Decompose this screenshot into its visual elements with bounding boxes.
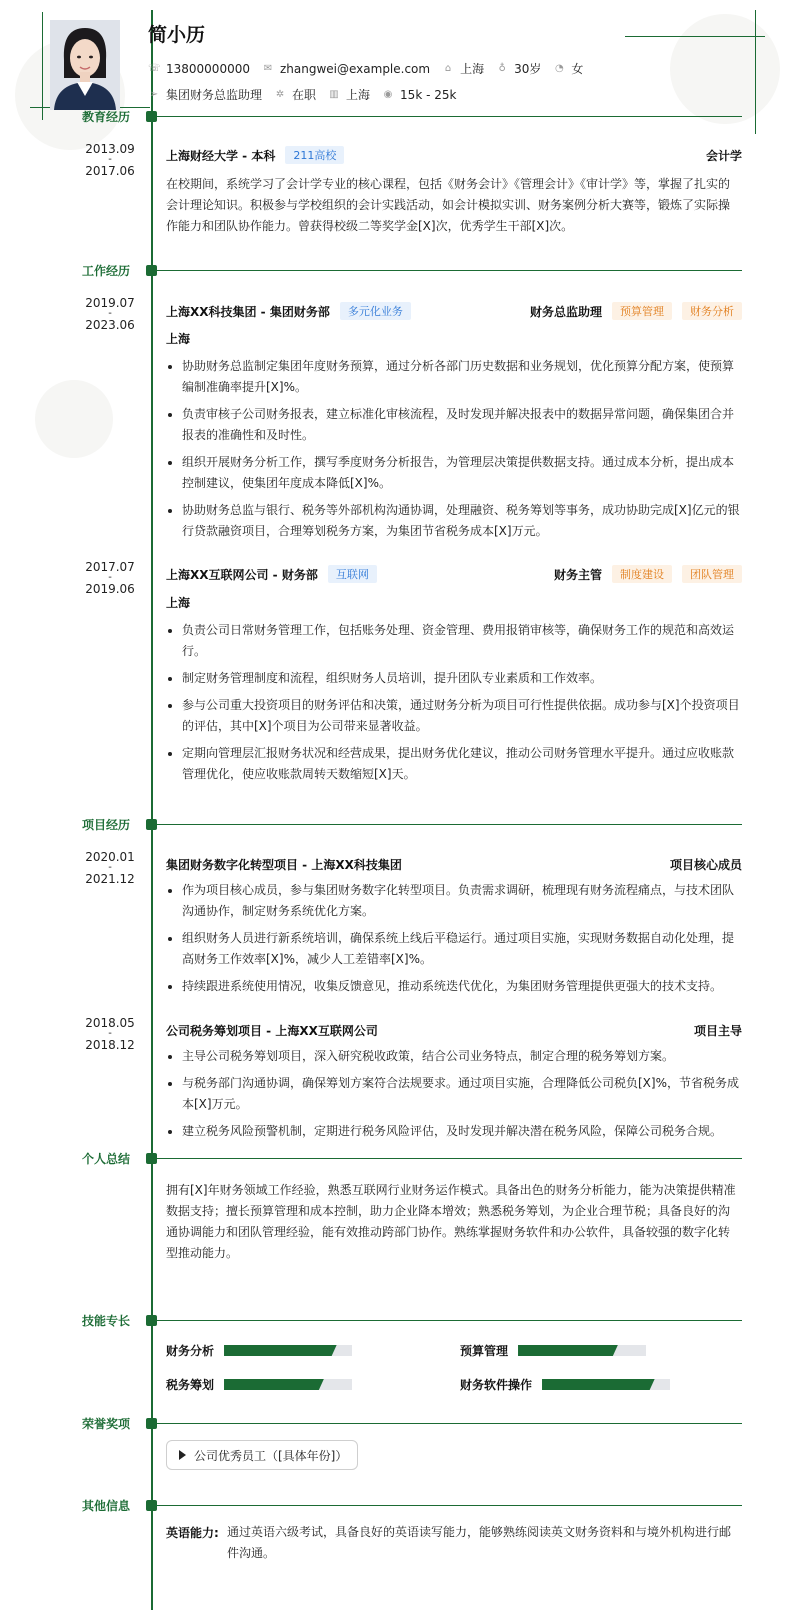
section-skills-header: [0, 1312, 794, 1332]
section-other-title: 其他信息: [82, 1499, 131, 1513]
skill-tag: 团队管理: [682, 565, 742, 583]
section-summary-header: [0, 1150, 794, 1170]
project-1-header: [166, 856, 742, 873]
skill-tag: 制度建设: [612, 565, 672, 583]
project-1-bullets: [166, 880, 740, 1003]
salary-item: [382, 88, 456, 102]
section-work-header: [0, 262, 794, 282]
english-label: 英语能力:: [166, 1526, 219, 1540]
status-value: 在职: [292, 88, 317, 102]
avatar: [50, 20, 120, 110]
phone-item: [148, 62, 250, 76]
city-value: 上海: [460, 62, 485, 76]
phone-value: 13800000000: [166, 61, 250, 76]
salary-value: 15k - 25k: [400, 87, 457, 102]
section-summary-title: 个人总结: [82, 1152, 131, 1166]
candidate-name: 简小历: [148, 24, 206, 46]
gender-icon: ◔: [555, 62, 564, 74]
project-1-date: [80, 850, 140, 886]
skill-name: 税务筹划: [166, 1378, 215, 1392]
skill-tag: 财务分析: [682, 302, 742, 320]
industry-tag: 多元化业务: [340, 302, 411, 320]
date-dash: -: [108, 1028, 112, 1039]
skill-bar: [224, 1345, 352, 1356]
section-education-rule: [152, 116, 742, 117]
work-1-date: [80, 296, 140, 332]
education-description: 在校期间，系统学习了会计学专业的核心课程，包括《财务会计》《管理会计》《审计学》等，掌握了扎实的会计理论知识。积极参与学校组织的会计实践活动，如会计模拟实训、财务案例分析大赛等，锻炼了实际操作能力和团队协作能力。曾获得校级二等奖学金[X]次，优秀学生干部[X]次。: [166, 177, 731, 233]
section-awards-header: [0, 1415, 794, 1435]
send-icon: ➢: [149, 88, 159, 100]
date-end: 2019.06: [85, 582, 135, 596]
skill-bar: [518, 1345, 646, 1356]
date-dash: -: [108, 862, 112, 873]
section-awards-rule: [152, 1423, 742, 1424]
date-start: 2019.07: [85, 296, 135, 310]
section-projects-title: 项目经历: [82, 818, 131, 832]
avatar-portrait-icon: [50, 20, 120, 110]
project-2-header: [166, 1022, 742, 1039]
section-skills-rule: [152, 1320, 742, 1321]
list-item: 与税务部门沟通协调，确保筹划方案符合法规要求。通过项目实施，合理降低公司税负[X]%，节省税务成本[X]万元。: [166, 1073, 740, 1115]
work-2-location: 上海: [166, 596, 191, 610]
date-start: 2013.09: [85, 142, 135, 156]
work-2-header: [166, 565, 742, 583]
work-1-header: [166, 302, 742, 320]
age-value: 30岁: [514, 62, 542, 76]
project-2-bullets: [166, 1046, 740, 1148]
project-role: 项目主导: [693, 1024, 742, 1038]
target-job-item: [148, 86, 262, 103]
company-name: 上海XX互联网公司 - 财务部: [166, 567, 318, 582]
play-triangle-icon: [179, 1450, 186, 1460]
mail-icon: ✉: [263, 62, 273, 74]
list-item: 负责公司日常财务管理工作，包括账务处理、资金管理、费用报销审核等，确保财务工作的规范和高效运行。: [166, 620, 740, 662]
award-item[interactable]: [166, 1440, 358, 1470]
cake-icon: ♁: [498, 62, 506, 74]
list-item: 协助财务总监制定集团年度财务预算，通过分析各部门历史数据和业务规划，优化预算分配方案，使预算编制准确率提升[X]%。: [166, 356, 740, 398]
list-item: 定期向管理层汇报财务状况和经营成果，提出财务优化建议，推动公司财务管理水平提升。通过应收账款管理优化，使应收账款周转天数缩短[X]天。: [166, 743, 740, 785]
home-icon: ⌂: [444, 62, 452, 74]
work-1-location: 上海: [166, 332, 191, 346]
project-2-date: [80, 1016, 140, 1052]
work-1-bullets: [166, 356, 740, 548]
job-role: 财务主管: [553, 567, 602, 582]
date-end: 2021.12: [85, 872, 135, 886]
status-item: [274, 86, 316, 103]
industry-tag: 互联网: [328, 565, 377, 583]
date-start: 2017.07: [85, 560, 135, 574]
summary-text: 拥有[X]年财务领域工作经验，熟悉互联网行业财务运作模式。具备出色的财务分析能力，能为决策提供精准数据支持；擅长预算管理和成本控制，助力企业降本增效；熟悉税务筹划，为企业合理节税；具备良好的沟通协调能力和团队管理经验，能有效推动跨部门协作。熟练掌握财务软件和办公软件，具备较强的数字化转型推动能力。: [166, 1183, 736, 1260]
project-name: 集团财务数字化转型项目 - 上海XX科技集团: [166, 858, 402, 872]
deco-line-top-left-v: [42, 12, 43, 120]
contact-row: [148, 60, 583, 77]
skill-tag: 预算管理: [612, 302, 672, 320]
section-skills-title: 技能专长: [82, 1314, 131, 1328]
company-name: 上海XX科技集团 - 集团财务部: [166, 304, 330, 319]
email-value: zhangwei@example.com: [279, 61, 431, 76]
education-date: [80, 142, 140, 178]
timeline-line: [151, 10, 153, 1610]
project-role: 项目核心成员: [669, 858, 742, 872]
date-dash: -: [108, 154, 112, 165]
gender-value: 女: [571, 62, 584, 76]
gender-item: [553, 60, 583, 77]
skill-name: 财务分析: [166, 1344, 215, 1358]
skill-item: [460, 1376, 670, 1393]
skill-name: 财务软件操作: [460, 1378, 533, 1392]
list-item: 主导公司税务筹划项目，深入研究税收政策，结合公司业务特点，制定合理的税务筹划方案。: [166, 1046, 740, 1067]
skill-item: [166, 1342, 352, 1359]
work-2-date: [80, 560, 140, 596]
list-item: 制定财务管理制度和流程，组织财务人员培训，提升团队专业素质和工作效率。: [166, 668, 740, 689]
section-work-title: 工作经历: [82, 264, 131, 278]
date-end: 2018.12: [85, 1038, 135, 1052]
target-city-item: [328, 86, 370, 103]
skill-item: [460, 1342, 646, 1359]
list-item: 参与公司重大投资项目的财务评估和决策，通过财务分析为项目可行性提供依据。成功参与[X]个投资项目的评估，其中[X]个项目为公司带来显著收益。: [166, 695, 740, 737]
education-entry-header: [166, 146, 742, 164]
list-item: 持续跟进系统使用情况，收集反馈意见，推动系统迭代优化，为集团财务管理提供更强大的技术支持。: [166, 976, 740, 997]
date-end: 2023.06: [85, 318, 135, 332]
section-awards-title: 荣誉奖项: [82, 1417, 131, 1431]
job-role: 财务总监助理: [529, 304, 602, 319]
date-dash: -: [108, 572, 112, 583]
list-item: 建立税务风险预警机制，定期进行税务风险评估，及时发现并解决潜在税务风险，保障公司税务合规。: [166, 1121, 740, 1142]
english-text: 通过英语六级考试，具备良好的英语读写能力，能够熟练阅读英文财务资料和与境外机构进行邮件沟通。: [227, 1525, 732, 1560]
list-item: 组织开展财务分析工作，撰写季度财务分析报告，为管理层决策提供数据支持。通过成本分析，提出成本控制建议，使集团年度成本降低[X]%。: [166, 452, 740, 494]
section-other-rule: [152, 1505, 742, 1506]
list-item: 负责审核子公司财务报表，建立标准化审核流程，及时发现并解决报表中的数据异常问题，确保集团合并报表的准确性和及时性。: [166, 404, 740, 446]
gear-icon: ✲: [275, 88, 285, 100]
school-tag: 211高校: [285, 146, 344, 164]
skill-bar-fill: [542, 1379, 655, 1390]
phone-icon: ☏: [148, 62, 161, 74]
section-projects-rule: [152, 824, 742, 825]
list-item: 作为项目核心成员，参与集团财务数字化转型项目。负责需求调研，梳理现有财务流程痛点，与技术团队沟通协作，制定财务系统优化方案。: [166, 880, 740, 922]
section-education-title: 教育经历: [82, 110, 131, 124]
building-icon: ▥: [329, 88, 339, 100]
skill-bar-fill: [224, 1345, 337, 1356]
section-education-header: [0, 108, 794, 128]
date-start: 2020.01: [85, 850, 135, 864]
target-job-value: 集团财务总监助理: [166, 88, 263, 102]
skill-bar-fill: [224, 1379, 324, 1390]
section-other-header: [0, 1497, 794, 1517]
section-summary-rule: [152, 1158, 742, 1159]
coin-icon: ◉: [383, 88, 393, 100]
target-city-value: 上海: [346, 88, 371, 102]
list-item: 组织财务人员进行新系统培训，确保系统上线后平稳运行。通过项目实施，实现财务数据自动化处理，提高财务工作效率[X]%，减少人工差错率[X]%。: [166, 928, 740, 970]
skill-bar: [224, 1379, 352, 1390]
job-intent-row: [148, 86, 456, 103]
email-item: [262, 62, 430, 76]
school-name: 上海财经大学 - 本科: [166, 148, 276, 163]
skill-name: 预算管理: [460, 1344, 509, 1358]
age-item: [496, 60, 541, 77]
deco-circle-mid-left: [35, 380, 113, 458]
city-item: [442, 60, 484, 77]
skill-bar: [542, 1379, 670, 1390]
date-start: 2018.05: [85, 1016, 135, 1030]
date-dash: -: [108, 308, 112, 319]
work-2-bullets: [166, 620, 740, 791]
skill-item: [166, 1376, 352, 1393]
section-work-rule: [152, 270, 742, 271]
section-projects-header: [0, 816, 794, 836]
award-label: 公司优秀员工（[具体年份]）: [194, 1448, 348, 1463]
date-end: 2017.06: [85, 164, 135, 178]
skill-bar-fill: [518, 1345, 618, 1356]
project-name: 公司税务筹划项目 - 上海XX互联网公司: [166, 1024, 378, 1038]
major-name: 会计学: [705, 148, 742, 163]
deco-line-top-right-h: [625, 36, 765, 37]
list-item: 协助财务总监与银行、税务等外部机构沟通协调，处理融资、税务筹划等事务，成功协助完成[X]亿元的银行贷款融资项目，合理筹划税务方案，为集团节省税务成本[X]万元。: [166, 500, 740, 542]
